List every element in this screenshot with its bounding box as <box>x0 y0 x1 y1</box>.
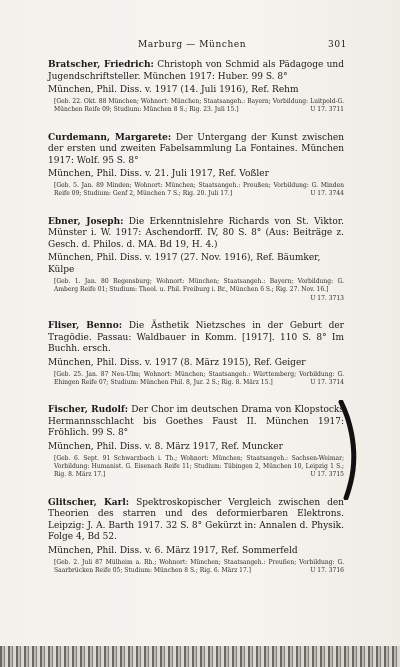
entry-heading <box>48 60 344 83</box>
entry-title: Christoph von Schmid als Pädagoge und Jugendschriftsteller. München 1917: Huber. 99 S. 8° <box>48 60 344 82</box>
entry-title: Der Chor im deutschen Drama von Klopstocks Hermannsschlacht bis Goethes Faust II. München 1917: Fröhlich. 99 S. 8° <box>48 405 344 439</box>
entry-heading <box>48 405 344 440</box>
entry-dissertation-line: München, Phil. Diss. v. 6. März 1917, Ref. Sommerfeld <box>48 545 298 556</box>
list-item <box>48 60 344 115</box>
entry-note-text: [Geb. 2. Juli 87 Mülheim a. Rh.; Wohnort: München; Staatsangeh.: Preußen; Vorbildung: G. Saarbrücken Reife 05; Studium: München 8 S.; Rig. 6. März 17.] <box>54 558 344 574</box>
entry-author: Ebner, Joseph: <box>48 216 124 227</box>
entry-dissertation-line: München, Phil. Diss. v. 8. März 1917, Ref. Muncker <box>48 441 283 452</box>
entry-biographical-note <box>54 182 344 199</box>
entry-signature: U 17. 3716 <box>310 566 344 574</box>
list-item <box>48 498 344 576</box>
entry-heading <box>48 217 344 252</box>
entry-signature: U 17. 3713 <box>310 294 344 302</box>
dissertation-list <box>48 60 344 593</box>
entry-biographical-note <box>54 278 344 303</box>
page-number: 301 <box>328 40 347 50</box>
scan-edge-band <box>0 646 400 667</box>
entry-signature: U 17. 3744 <box>310 190 344 198</box>
entry-biographical-note <box>54 559 344 576</box>
entry-author: Glitscher, Karl: <box>48 497 130 508</box>
entry-title: Spektroskopischer Vergleich zwischen den Theorien des starren und des deformierbaren Elektrons. Leipzig: J. A. Barth 1917. 32 S. 8° Gekürzt in: Annalen d. Physik. Folge 4, Bd 52. <box>48 497 344 543</box>
entry-note-text: [Geb. 25. Jan. 87 Neu-Ulm; Wohnort: München; Staatsangeh.: Württemberg; Vorbildung: G. Ehingen Reife 07; Studium: München Phil. 8, Jur. 2 S.; Rig. 8. März 15.] <box>54 370 344 386</box>
entry-note-text: [Geb. 6. Sept. 91 Schwarzbach i. Th.; Wohnort: München; Staatsangeh.: Sachsen-Weimar; Vorbildung: Humanist. G. Eisenach Reife 11; Studium: Tübingen 2, München 10, Leipzig 1 S.; Rig. 8. März 17.] <box>54 454 344 479</box>
entry-note-text: [Geb. 22. Okt. 88 München; Wohnort: München; Staatsangeh.: Bayern; Vorbildung: Luitpold-G. München Reife 09; Studium: München 8 S.; Rig. 23. Juli 15.] <box>54 98 344 114</box>
entry-signature: U 17. 3711 <box>310 106 344 114</box>
entry-author: Bratscher, Friedrich: <box>48 60 154 70</box>
list-item <box>48 321 344 387</box>
entry-author: Fischer, Rudolf: <box>48 405 129 416</box>
entry-note-text: [Geb. 1. Jan. 80 Regensburg; Wohnort: München; Staatsangeh.: Bayern; Vorbildung: G. Amberg Reife 01; Studium: Theol. u. Phil. Freiburg i. Br., München 6 S.; Rig. 27. Nov. 16.] <box>54 278 344 294</box>
entry-note-text: [Geb. 5. Jan. 89 Minden; Wohnort: München; Staatsangeh.: Preußen; Vorbildung: G. Minden Reife 09; Studium: Genf 2, München 7 S.; Rig. 20. Juli 17.] <box>54 182 344 198</box>
list-item <box>48 405 344 479</box>
list-item <box>48 217 344 303</box>
entry-dissertation-line: München, Phil. Diss. v. 21. Juli 1917, Ref. Voßler <box>48 169 269 180</box>
entry-signature: U 17. 3714 <box>310 378 344 386</box>
entry-title: Die Erkenntnislehre Richards von St. Viktor. Münster i. W. 1917: Aschendorff. IV, 80 S. 8° (Aus: Beiträge z. Gesch. d. Philos. d. MA. Bd 19, H. 4.) <box>48 216 344 250</box>
entry-biographical-note <box>54 455 344 480</box>
list-item <box>48 133 344 199</box>
entry-dissertation-line: München, Phil. Diss. v. 1917 (27. Nov. 1916), Ref. Bäumker, Külpe <box>48 253 321 276</box>
entry-dissertation-line: München, Phil. Diss. v. 1917 (8. März 1915), Ref. Geiger <box>48 357 306 368</box>
entry-title: Die Ästhetik Nietzsches in der Geburt der Tragödie. Passau: Waldbauer in Komm. [1917]. 110 S. 8° Im Buchh. ersch. <box>48 321 344 355</box>
entry-dissertation-line: München, Phil. Diss. v. 1917 (14. Juli 1916), Ref. Rehm <box>48 85 299 95</box>
entry-author: Fliser, Benno: <box>48 321 123 332</box>
entry-signature: U 17. 3715 <box>310 471 344 479</box>
margin-pencil-mark <box>338 400 360 500</box>
entry-title: Der Untergang der Kunst zwischen der ersten und zweiten Fabelsammlung La Fontaines. München 1917: Wolf. 95 S. 8° <box>48 132 344 166</box>
entry-biographical-note <box>54 98 344 115</box>
entry-heading <box>48 321 344 356</box>
entry-heading <box>48 498 344 544</box>
entry-biographical-note <box>54 371 344 388</box>
entry-heading <box>48 133 344 168</box>
entry-author: Curdemann, Margarete: <box>48 132 172 143</box>
running-title: Marburg — München <box>138 40 247 50</box>
